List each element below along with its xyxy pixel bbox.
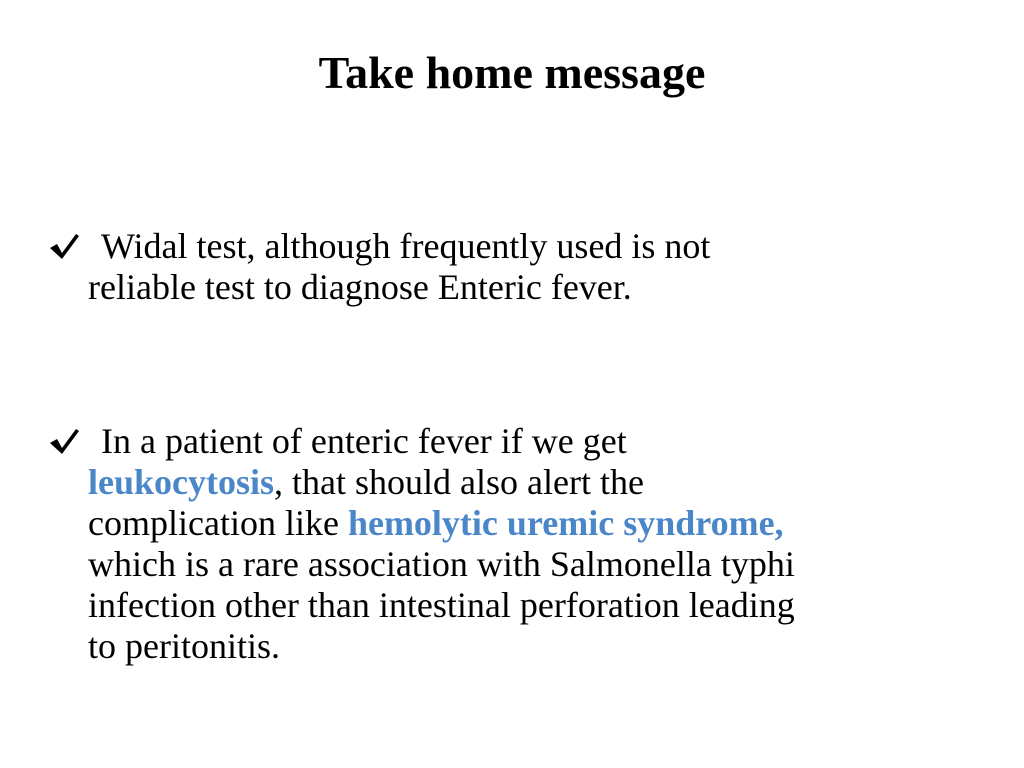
bullet-text bbox=[48, 226, 948, 308]
bullet-line: reliable test to diagnose Enteric fever. bbox=[88, 267, 632, 307]
bullet-item bbox=[48, 226, 948, 308]
bullet-line: In a patient of enteric fever if we get bbox=[101, 421, 627, 461]
highlight-term: hemolytic uremic syndrome, bbox=[347, 503, 784, 543]
highlight-term: leukocytosis bbox=[88, 462, 275, 502]
bullet-line bbox=[88, 462, 948, 503]
slide-title: Take home message bbox=[318, 47, 706, 98]
bullet-line bbox=[88, 503, 948, 544]
bullet-line: which is a rare association with Salmonella typhi bbox=[88, 544, 795, 584]
checkmark-icon bbox=[48, 226, 82, 267]
bullet-line-start: complication like bbox=[88, 503, 348, 543]
bullet-line: Widal test, although frequently used is not bbox=[101, 226, 711, 266]
bullet-item bbox=[48, 421, 948, 667]
bullet-text bbox=[48, 421, 948, 667]
bullet-line: to peritonitis. bbox=[88, 626, 280, 666]
bullet-line-rest: , that should also alert the bbox=[274, 462, 644, 502]
checkmark-icon bbox=[48, 421, 82, 462]
bullet-line: infection other than intestinal perforation leading bbox=[88, 585, 795, 625]
